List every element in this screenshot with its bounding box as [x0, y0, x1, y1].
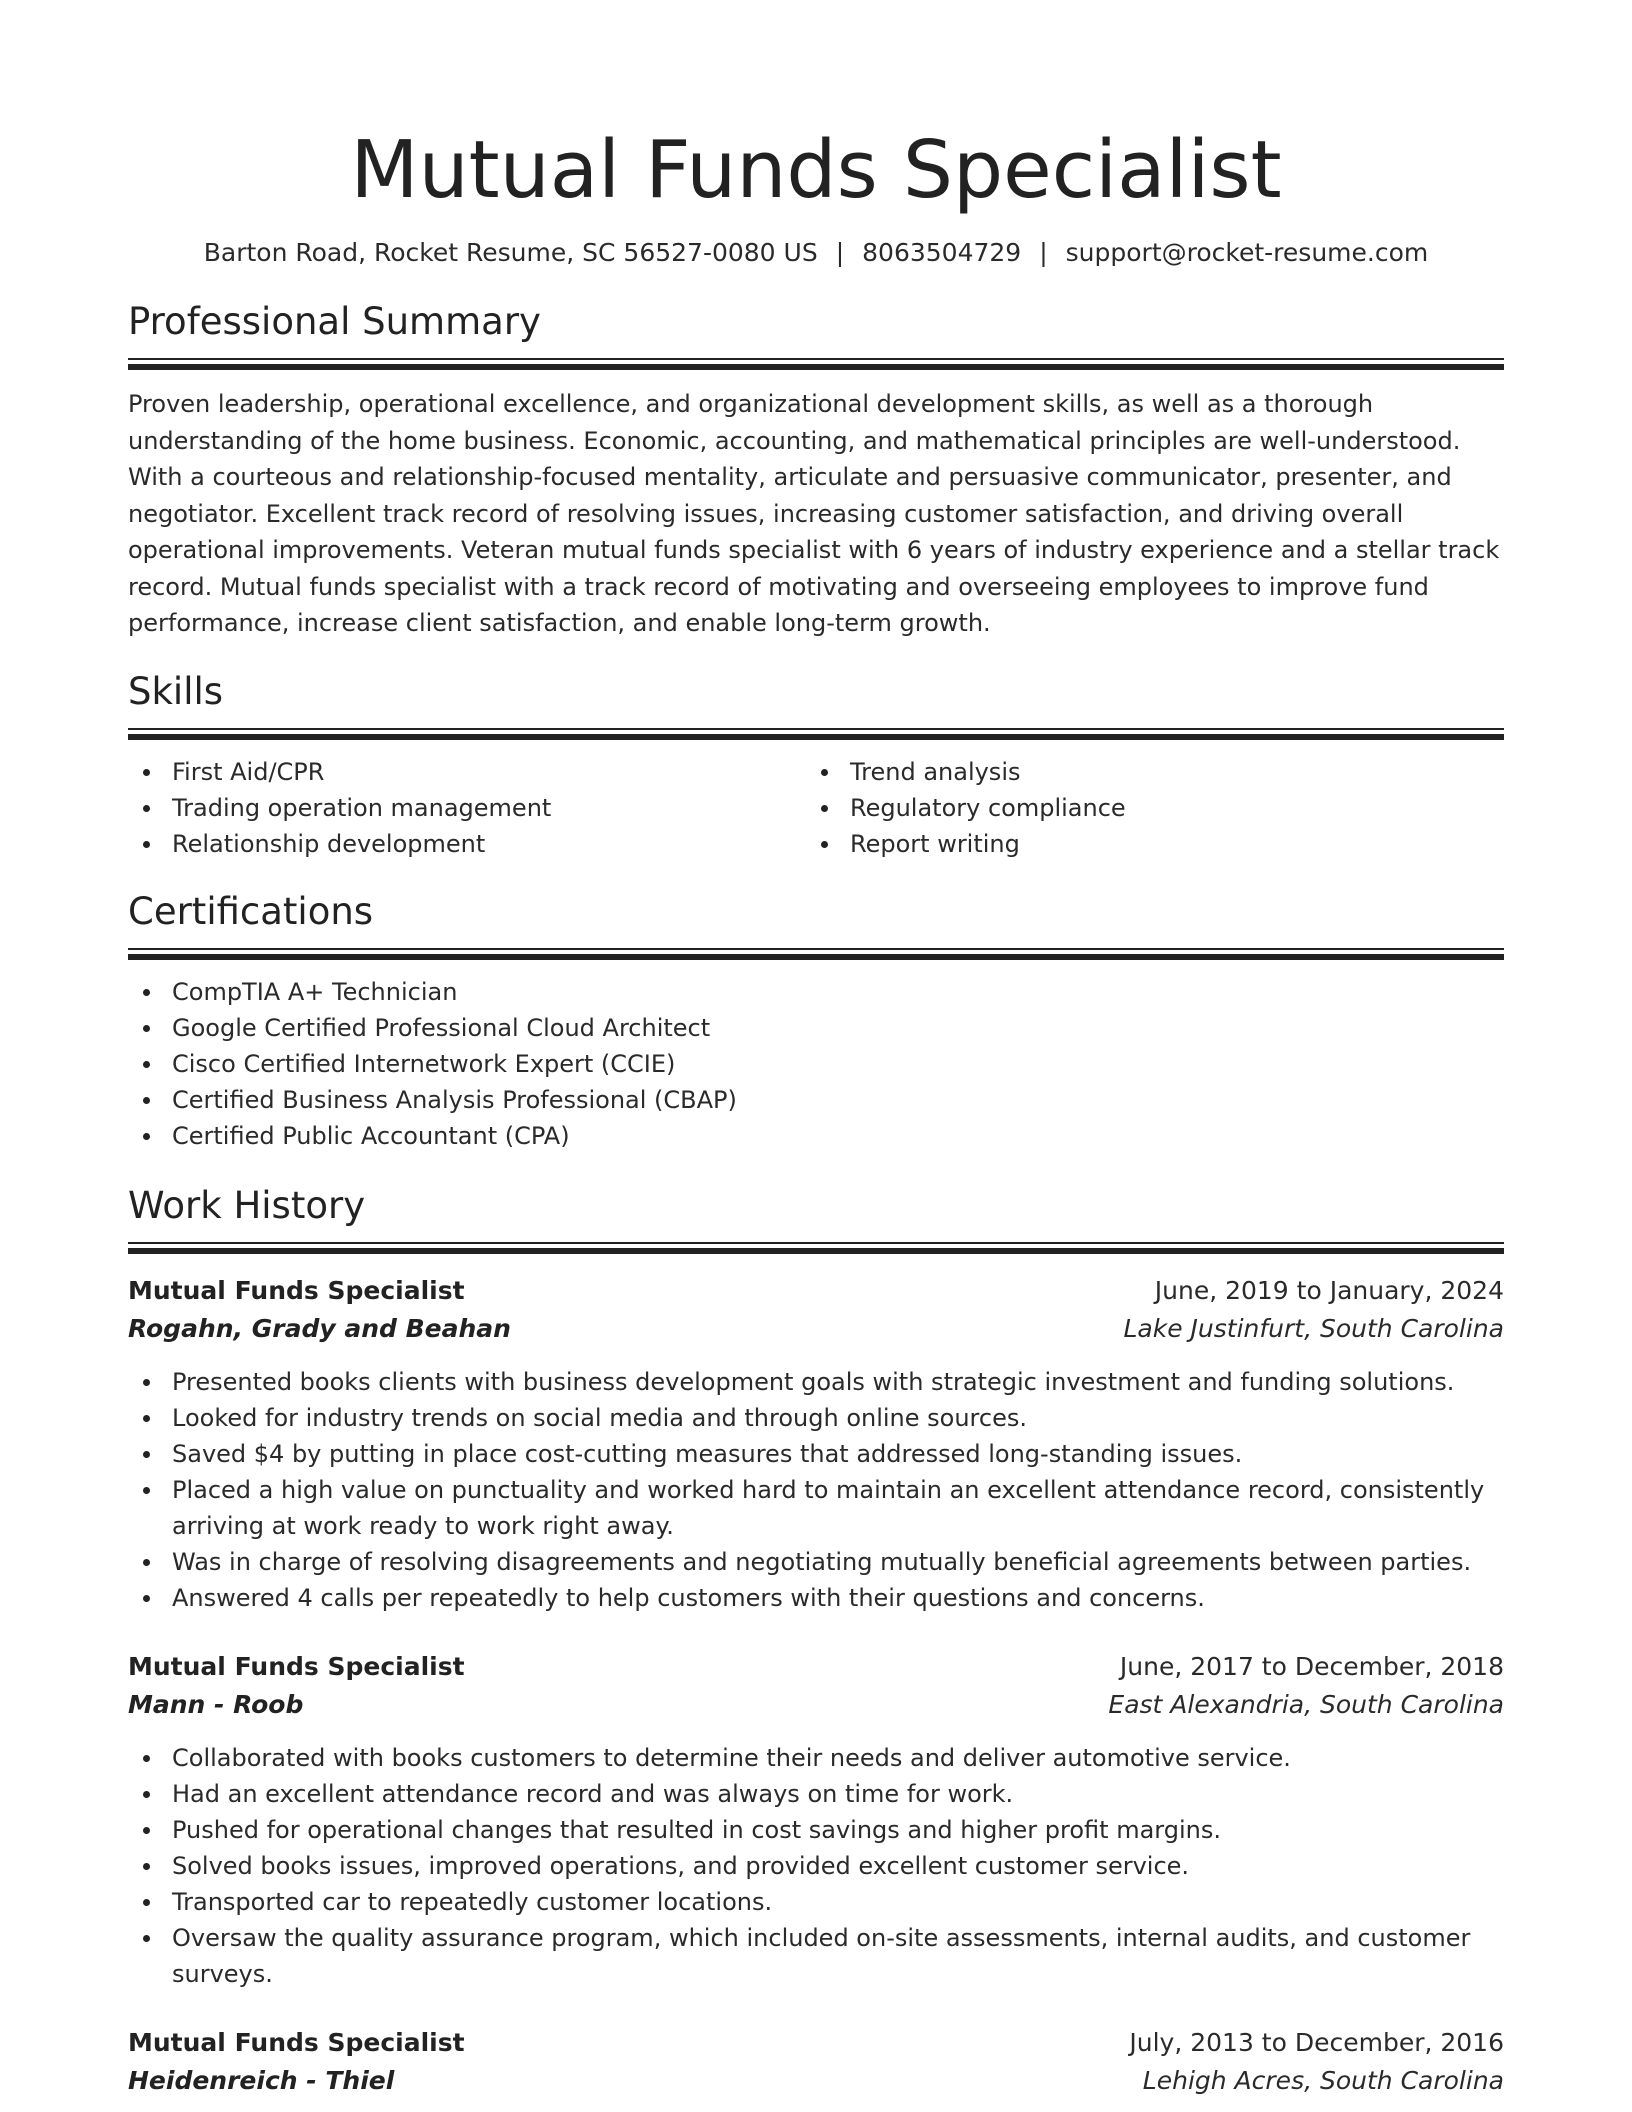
job-subheader-row	[128, 1310, 1504, 1348]
certification-item: Certified Public Accountant (CPA)	[128, 1118, 1504, 1154]
section-divider-thick	[128, 1248, 1504, 1254]
skills-column-left	[128, 754, 806, 862]
job-bullet: Solved books issues, improved operations, and provided excellent customer service.	[128, 1848, 1504, 1884]
job-bullet: Saved $4 by putting in place cost-cutting measures that addressed long-standing issues.	[128, 1436, 1504, 1472]
skill-item: First Aid/CPR	[128, 754, 806, 790]
summary-section	[128, 298, 1504, 642]
job-header-row	[128, 1648, 1504, 1686]
contact-separator: |	[1039, 238, 1048, 267]
job-company: Mann - Roob	[128, 1689, 304, 1719]
work-history-heading: Work History	[128, 1183, 366, 1227]
work-history-section	[128, 1182, 1504, 2100]
job-location: East Alexandria, South Carolina	[1108, 1689, 1504, 1719]
job-location: Lehigh Acres, South Carolina	[1142, 2065, 1504, 2095]
job-bullet: Had an excellent attendance record and was always on time for work.	[128, 1776, 1504, 1812]
certification-item: Google Certified Professional Cloud Architect	[128, 1010, 1504, 1046]
certifications-heading: Certifications	[128, 889, 374, 933]
job-header-row	[128, 1272, 1504, 1310]
job-header-row	[128, 2024, 1504, 2062]
skills-grid	[128, 754, 1504, 862]
skills-heading: Skills	[128, 669, 224, 713]
job-entry	[128, 1272, 1504, 1616]
section-divider-thick	[128, 364, 1504, 370]
job-bullet: Pushed for operational changes that resulted in cost savings and higher profit margins.	[128, 1812, 1504, 1848]
section-divider	[128, 1242, 1504, 1244]
job-bullet: Answered 4 calls per repeatedly to help customers with their questions and concerns.	[128, 1580, 1504, 1616]
job-bullet: Looked for industry trends on social media and through online sources.	[128, 1400, 1504, 1436]
skill-item: Trend analysis	[806, 754, 1484, 790]
contact-address: Barton Road, Rocket Resume, SC 56527-0080 US	[203, 238, 818, 267]
job-subheader-row	[128, 1686, 1504, 1724]
job-title: Mutual Funds Specialist	[128, 1275, 465, 1305]
resume-title: Mutual Funds Specialist	[350, 124, 1282, 216]
certifications-list	[128, 974, 1504, 1154]
certifications-section	[128, 888, 1504, 1154]
job-bullet: Placed a high value on punctuality and worked hard to maintain an excellent attendance record, consistently arriving at work ready to work right away.	[128, 1472, 1504, 1544]
job-subheader-row	[128, 2062, 1504, 2100]
skill-item: Relationship development	[128, 826, 806, 862]
job-bullet: Transported car to repeatedly customer locations.	[128, 1884, 1504, 1920]
section-divider-thick	[128, 734, 1504, 740]
job-bullet: Collaborated with books customers to determine their needs and deliver automotive service.	[128, 1740, 1504, 1776]
skill-item: Regulatory compliance	[806, 790, 1484, 826]
job-bullet: Was in charge of resolving disagreements and negotiating mutually beneficial agreements between parties.	[128, 1544, 1504, 1580]
summary-text: Proven leadership, operational excellence, and organizational development skills, as well as a thorough understanding of the home business. Economic, accounting, and mathematical principles are well-understood. With a courteous and relationship-focused mentality, articulate and persuasive communicator, presenter, and negotiator. Excellent track record of resolving issues, increasing customer satisfaction, and driving overall operational improvements. Veteran mutual funds specialist with 6 years of industry experience and a stellar track record. Mutual funds specialist with a track record of motivating and overseeing employees to improve fund performance, increase client satisfaction, and enable long-term growth.	[128, 390, 1500, 637]
contact-phone: 8063504729	[862, 238, 1022, 267]
job-bullet: Oversaw the quality assurance program, which included on-site assessments, internal audits, and customer surveys.	[128, 1920, 1504, 1992]
skill-item: Report writing	[806, 826, 1484, 862]
contact-separator: |	[835, 238, 845, 267]
job-location: Lake Justinfurt, South Carolina	[1123, 1313, 1504, 1343]
certification-item: CompTIA A+ Technician	[128, 974, 1504, 1010]
job-entry	[128, 1648, 1504, 1992]
certification-item: Cisco Certified Internetwork Expert (CCIE)	[128, 1046, 1504, 1082]
skills-column-right	[806, 754, 1484, 862]
job-dates: June, 2017 to December, 2018	[1119, 1651, 1504, 1681]
job-title: Mutual Funds Specialist	[128, 2027, 465, 2057]
contact-line	[128, 236, 1504, 270]
section-divider	[128, 358, 1504, 360]
job-bullets	[128, 1740, 1504, 1992]
job-bullets	[128, 1364, 1504, 1616]
job-company: Heidenreich - Thiel	[128, 2065, 395, 2095]
section-divider	[128, 728, 1504, 730]
certification-item: Certified Business Analysis Professional (CBAP)	[128, 1082, 1504, 1118]
contact-email: support@rocket-resume.com	[1065, 238, 1429, 267]
job-bullet: Presented books clients with business development goals with strategic investment and funding solutions.	[128, 1364, 1504, 1400]
job-title: Mutual Funds Specialist	[128, 1651, 465, 1681]
job-company: Rogahn, Grady and Beahan	[128, 1313, 511, 1343]
summary-heading: Professional Summary	[128, 300, 541, 343]
section-divider	[128, 948, 1504, 950]
skills-section	[128, 668, 1504, 862]
job-dates: July, 2013 to December, 2016	[1129, 2027, 1504, 2057]
job-entry	[128, 2024, 1504, 2100]
job-dates: June, 2019 to January, 2024	[1154, 1275, 1504, 1305]
skill-item: Trading operation management	[128, 790, 806, 826]
section-divider-thick	[128, 954, 1504, 960]
